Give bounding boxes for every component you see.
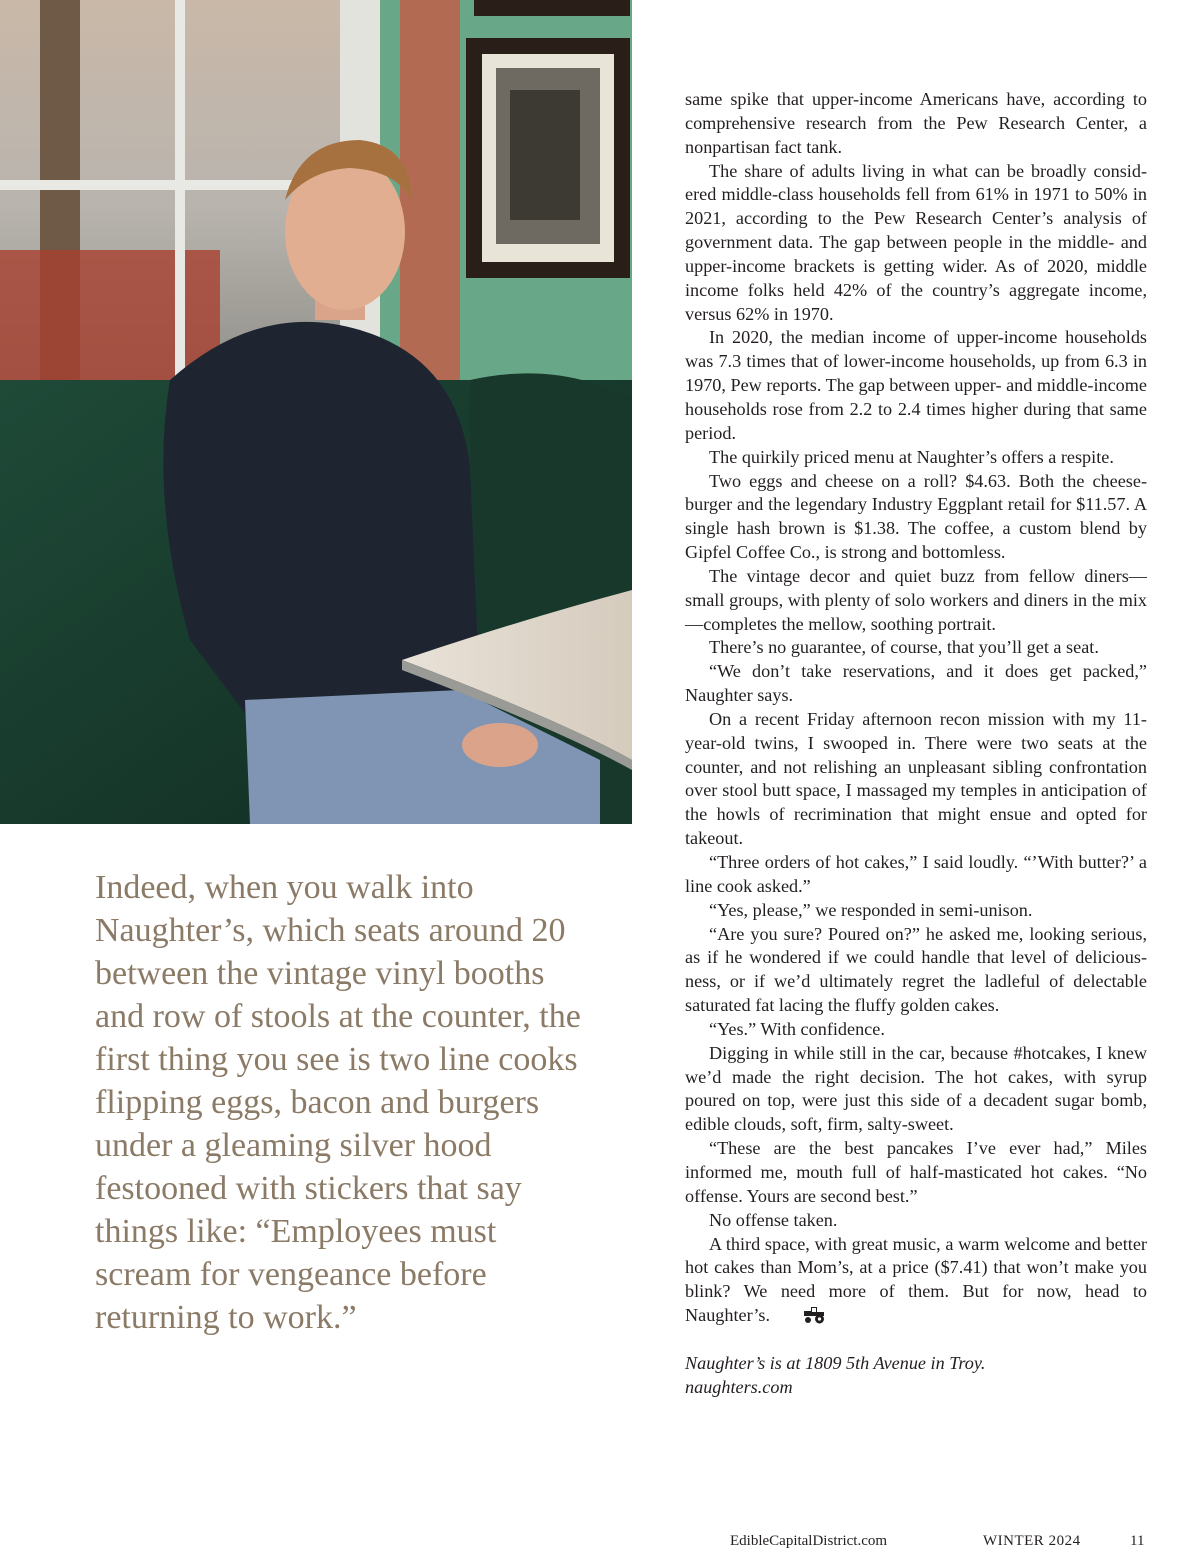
venue-address: Naughter’s is at 1809 5th Avenue in Troy. bbox=[685, 1353, 986, 1373]
article-paragraph: “These are the best pancakes I’ve ever had,” Miles informed me, mouth full of half-masticated hot cakes. “No offense. Yours are second best.” bbox=[685, 1138, 1147, 1206]
article-paragraph: “Yes, please,” we responded in semi-unison. bbox=[709, 899, 1033, 920]
venue-website-link[interactable]: naughters.com bbox=[685, 1377, 793, 1397]
venue-info bbox=[685, 1351, 1147, 1399]
tractor-icon bbox=[778, 1306, 826, 1331]
article-paragraph-last-text: A third space, with great music, a warm welcome and better hot cakes than Mom’s, at a price ($7.41) that won’t make you blink? We need more of them. But for now, head to Naughter’s. bbox=[685, 1233, 1147, 1326]
article-paragraph: Two eggs and cheese on a roll? $4.63. Both the cheeseburger and the legendary Industry Eggplant retail for $11.57. A single hash brown is $1.38. The coffee, a custom blend by Gipfel Coffee Co., is strong and bottomless. bbox=[685, 470, 1147, 563]
article-body bbox=[685, 88, 1147, 1331]
footer-site: EdibleCapitalDistrict.com bbox=[730, 1533, 888, 1549]
article-paragraph: There’s no guarantee, of course, that you’ll get a seat. bbox=[709, 637, 1099, 658]
article-paragraph: “Yes.” With confidence. bbox=[709, 1018, 885, 1039]
article-paragraph: The vintage decor and quiet buzz from fellow diners—small groups, with plenty of solo workers and diners in the mix—completes the mellow, soothing portrait. bbox=[685, 565, 1147, 634]
portrait-photo bbox=[0, 0, 632, 824]
article-paragraph: No offense taken. bbox=[709, 1209, 838, 1230]
page-number: 11 bbox=[1130, 1533, 1145, 1549]
article-paragraph: The quirkily priced menu at Naughter’s offers a respite. bbox=[709, 446, 1114, 467]
footer-issue: WINTER 2024 bbox=[983, 1533, 1081, 1549]
article-paragraph: “Are you sure? Poured on?” he asked me, looking serious, as if he wondered if we could handle that level of deliciousness, or if we’d ultimately regret the ladleful of delectable saturated fat lacing the fluffy golden cakes. bbox=[685, 923, 1147, 1016]
article-paragraph: “We don’t take reservations, and it does get packed,” Naughter says. bbox=[685, 661, 1147, 706]
article-paragraph: same spike that upper-income Americans have, according to comprehensive research from the Pew Research Center, a nonpartisan fact tank. bbox=[685, 89, 1147, 157]
portrait-photo-icon bbox=[0, 0, 632, 824]
pull-quote-text: Indeed, when you walk into Naughter’s, which seats around 20 between the vintage vinyl booths and row of stools at the counter, the first thing you see is two line cooks flipping eggs, bacon and burgers under a gleaming silver hood festooned with stickers that say things like: “Employees must scream for vengeance before returning to work.” bbox=[95, 869, 581, 1336]
article-paragraph: The share of adults living in what can be broadly considered middle-class households fell from 61% in 1971 to 50% in 2021, according to the Pew Research Center’s analysis of government data. The gap between people in the middle- and upper-income brackets is getting wider. As of 2020, middle income folks held 42% of the country’s aggregate income, versus 62% in 1970. bbox=[685, 160, 1147, 324]
article-paragraph: “Three orders of hot cakes,” I said loudly. “’With butter?’ a line cook asked.” bbox=[685, 852, 1147, 896]
article-paragraph: On a recent Friday afternoon recon mission with my 11-year-old twins, I swooped in. There were two seats at the counter, and not relishing an unpleasant sibling confrontation over stool butt space, I massaged my temples in anticipation of the howls of recrimination that might ensue and opted for takeout. bbox=[685, 708, 1147, 849]
article-paragraph: In 2020, the median income of upper-income households was 7.3 times that of lower-income households, up from 6.3 in 1970, Pew reports. The gap between upper- and middle-income households rose from 2.2 to 2.4 times higher during that same period. bbox=[685, 327, 1147, 443]
pull-quote bbox=[95, 866, 585, 1339]
article-paragraph-last bbox=[685, 1233, 1147, 1331]
article-paragraph: Digging in while still in the car, because #hotcakes, I knew we’d made the right decision. The hot cakes, with syrup poured on top, were just this side of a decadent sugar bomb, edible clouds, soft, firm, salty-sweet. bbox=[685, 1042, 1147, 1135]
